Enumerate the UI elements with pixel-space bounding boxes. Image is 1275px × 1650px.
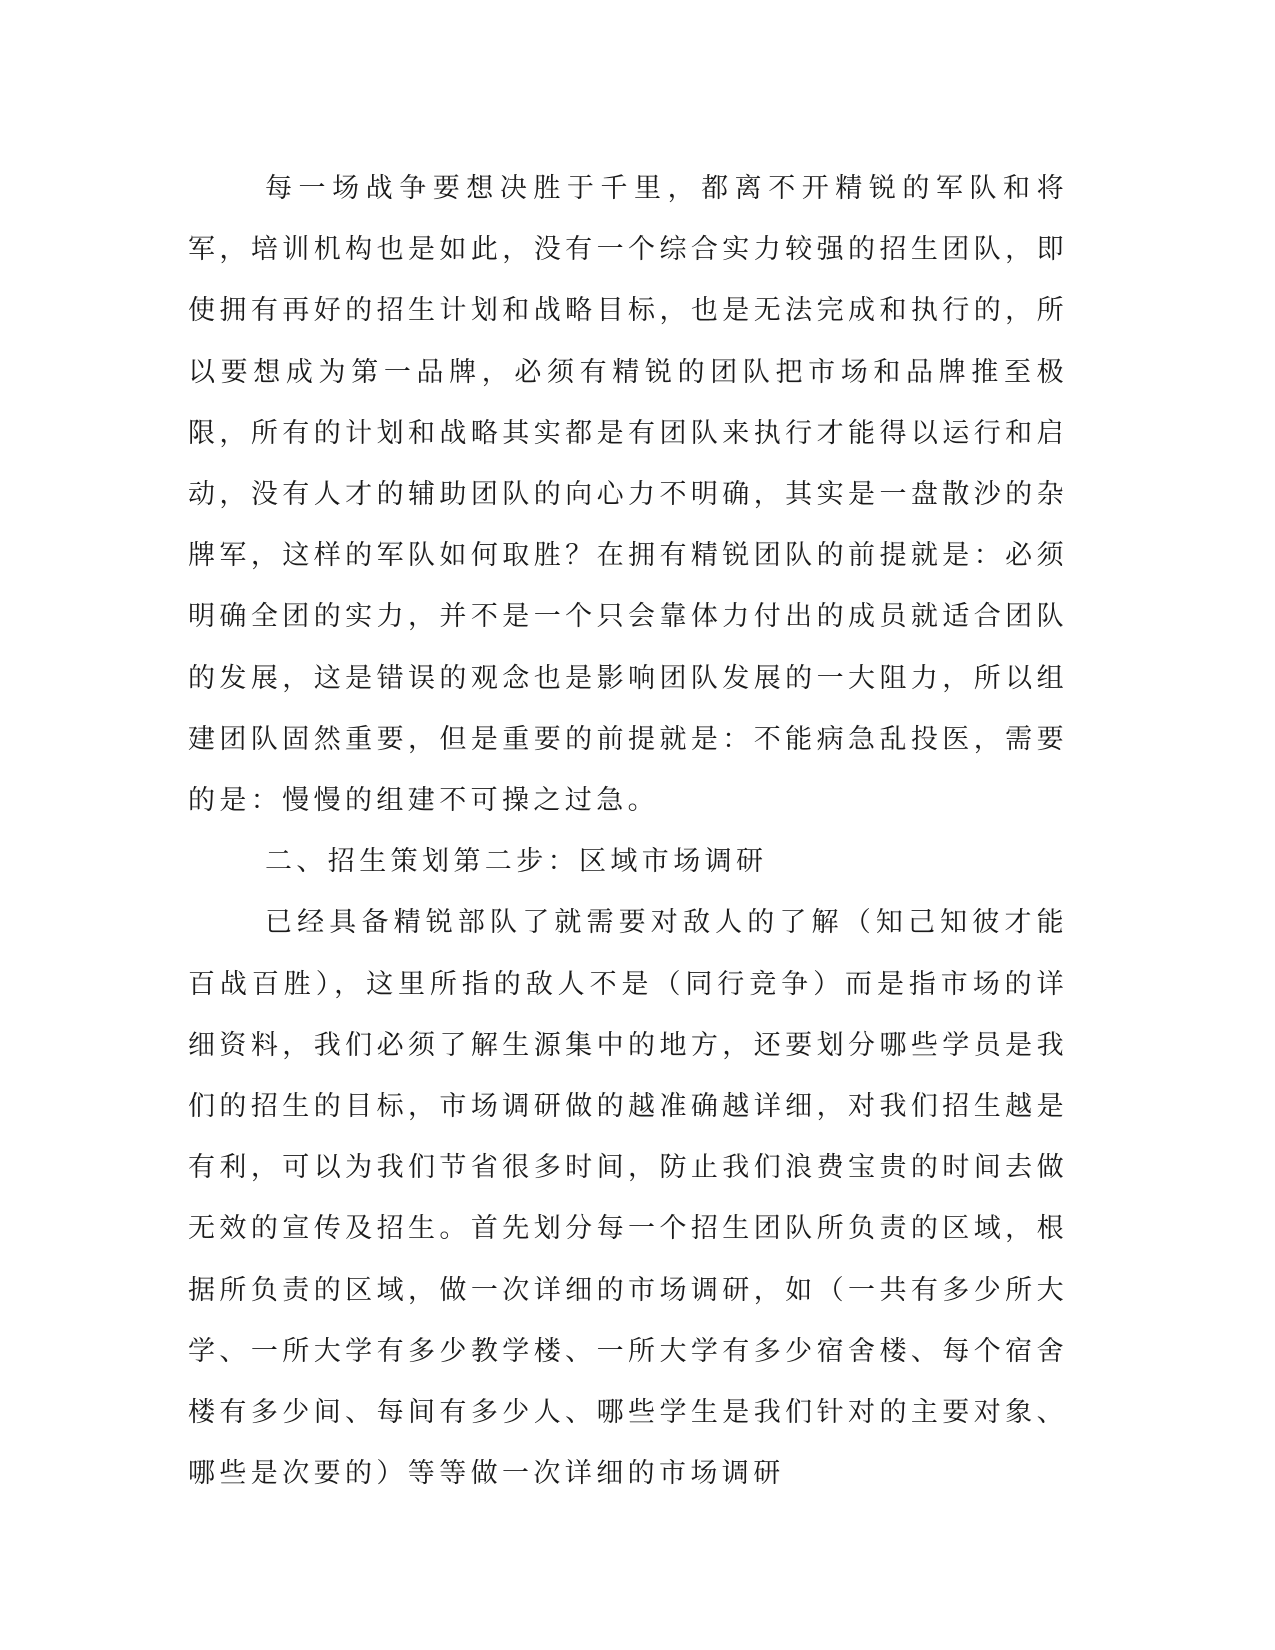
- document-body: [188, 158, 1068, 1504]
- paragraph-market-research: 已经具备精锐部队了就需要对敌人的了解（知己知彼才能百战百胜），这里所指的敌人不是（同行竞争）而是指市场的详细资料，我们必须了解生源集中的地方，还要划分哪些学员是我们的招生的目标，市场调研做的越准确越详细，对我们招生越是有利，可以为我们节省很多时间，防止我们浪费宝贵的时间去做无效的宣传及招生。首先划分每一个招生团队所负责的区域，根据所负责的区域，做一次详细的市场调研，如（一共有多少所大学、一所大学有多少教学楼、一所大学有多少宿舍楼、每个宿舍楼有多少间、每间有多少人、哪些学生是我们针对的主要对象、哪些是次要的）等等做一次详细的市场调研: [188, 907, 1068, 1490]
- section-heading-market-research: 二、招生策划第二步：区域市场调研: [265, 846, 768, 878]
- paragraph-team-building: 每一场战争要想决胜于千里，都离不开精锐的军队和将军，培训机构也是如此，没有一个综合实力较强的招生团队，即使拥有再好的招生计划和战略目标，也是无法完成和执行的，所以要想成为第一品牌，必须有精锐的团队把市场和品牌推至极限，所有的计划和战略其实都是有团队来执行才能得以运行和启动，没有人才的辅助团队的向心力不明确，其实是一盘散沙的杂牌军，这样的军队如何取胜？在拥有精锐团队的前提就是：必须明确全团的实力，并不是一个只会靠体力付出的成员就适合团队的发展，这是错误的观念也是影响团队发展的一大阻力，所以组建团队固然重要，但是重要的前提就是：不能病急乱投医，需要的是：慢慢的组建不可操之过急。: [188, 173, 1068, 817]
